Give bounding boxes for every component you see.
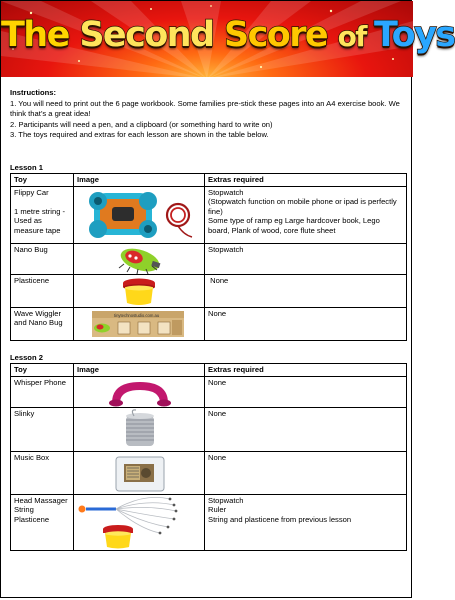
toy-cell (11, 494, 74, 550)
table-row (11, 186, 407, 243)
extra-item: None (208, 308, 227, 318)
instructions-heading: Instructions: (10, 88, 56, 97)
title-word-second: Second (79, 15, 225, 55)
table-row (11, 243, 407, 274)
image-cell (74, 407, 205, 451)
table-row (11, 407, 407, 451)
lesson-1-label: Lesson 1 (10, 163, 43, 172)
image-cell (74, 274, 205, 307)
toy-name: Whisper Phone (14, 377, 66, 387)
extra-item: (Stopwatch function on mobile phone or ipad is perfectly fine) (208, 197, 397, 216)
music-box-icon (74, 452, 205, 495)
toy-cell (11, 451, 74, 494)
extras-cell (205, 451, 407, 494)
image-cell (74, 307, 205, 340)
slinky-icon (74, 408, 205, 452)
plasticene-tub-icon (74, 275, 205, 308)
extras-cell (205, 376, 407, 407)
extras-cell (205, 243, 407, 274)
extras-cell (205, 494, 407, 550)
toy-cell (11, 407, 74, 451)
extra-item: None (208, 377, 227, 387)
extra-item: None (208, 408, 227, 418)
table-header-row (11, 364, 407, 377)
table-row (11, 307, 407, 340)
toy-name: Head Massager String Plasticene (14, 495, 68, 524)
wiggler-box-text: tinytechnostudio.com.au (114, 312, 160, 318)
toy-name: Nano Bug (14, 244, 48, 254)
extra-item: Ruler (208, 505, 227, 515)
extras-cell (205, 274, 407, 307)
extras-cell (205, 307, 407, 340)
instruction-line-2: 2. Participants will need a pen, and a clipboard (or something hard to write on) (10, 119, 273, 129)
lesson-1-table (10, 173, 407, 341)
table-header-row (11, 174, 407, 187)
toy-name: Slinky (14, 408, 35, 418)
toy-spacer (14, 197, 70, 207)
nano-bug-icon (74, 244, 205, 275)
lesson-2-table (10, 363, 407, 551)
toy-cell (11, 307, 74, 340)
extra-item: None (208, 275, 229, 285)
extra-item: Stopwatch (208, 495, 244, 505)
toy-note: 1 metre string - Used as measure tape (14, 206, 66, 235)
image-cell (74, 451, 205, 494)
extras-cell (205, 407, 407, 451)
whisper-phone-icon (74, 377, 205, 408)
title-word-of: of (337, 20, 374, 53)
extra-item: Stopwatch (208, 187, 244, 197)
column-header-toy: Toy (11, 174, 74, 187)
table-row (11, 494, 407, 550)
lesson-2-label: Lesson 2 (10, 353, 43, 362)
extra-item: None (208, 452, 227, 462)
title-word-the: The (1, 15, 80, 55)
column-header-image: Image (74, 174, 205, 187)
instruction-line-3: 3. The toys required and extras for each lesson are shown in the table below. (10, 130, 269, 140)
extra-item: String and plasticene from previous lesson (208, 514, 352, 524)
toy-cell (11, 376, 74, 407)
image-cell (74, 494, 205, 550)
flippy-car-and-string-icon (74, 187, 205, 244)
column-header-extras: Extras required (205, 174, 407, 187)
table-row (11, 274, 407, 307)
column-header-image: Image (74, 364, 205, 377)
table-row (11, 451, 407, 494)
image-cell (74, 376, 205, 407)
title-banner (1, 1, 455, 77)
table-row (11, 376, 407, 407)
column-header-extras: Extras required (205, 364, 407, 377)
wave-wiggler-icon (74, 308, 205, 341)
image-cell (74, 243, 205, 274)
banner-title (1, 15, 455, 55)
toy-cell (11, 243, 74, 274)
title-word-toys: Toys (374, 15, 455, 55)
toy-name: Plasticene (14, 275, 50, 285)
extras-cell (205, 186, 407, 243)
toy-cell (11, 186, 74, 243)
extra-item: Some type of ramp eg Large hardcover book, Lego board, Plank of wood, core flute sheet (208, 216, 380, 235)
toy-name: Flippy Car (14, 187, 49, 197)
instructions (10, 88, 406, 141)
toy-name: Music Box (14, 452, 50, 462)
instruction-line-1: 1. You will need to print out the 6 page workbook. Some families pre-stick these pages into an A4 exercise book. We think that’s a great idea! (10, 98, 400, 119)
column-header-toy: Toy (11, 364, 74, 377)
image-cell (74, 186, 205, 243)
toy-cell (11, 274, 74, 307)
extra-item: Stopwatch (208, 244, 244, 254)
head-massager-icon (74, 495, 205, 551)
toy-name: Wave Wiggler and Nano Bug (14, 308, 63, 328)
title-word-score: Score (224, 15, 338, 55)
